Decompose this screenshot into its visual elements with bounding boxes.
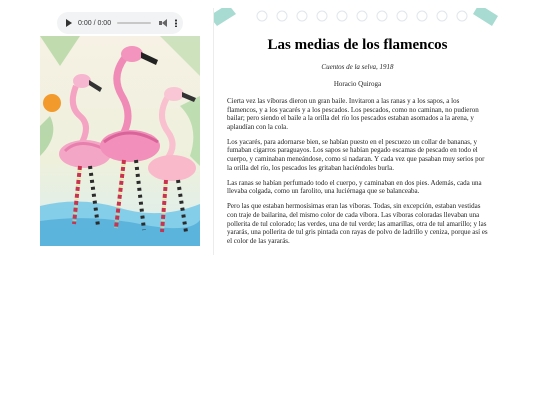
- flamingos-illustration: [40, 36, 200, 246]
- play-icon[interactable]: [66, 19, 72, 27]
- story-paragraph: Cierta vez las víboras dieron un gran baile. Invitaron a las ranas y a los sapos, a los flamencos, y a los yacarés y a los pescados. Los pescados, como no caminan, no pudieron bailar; pero siendo el baile a la orilla del río los pescados estaban asomados a la arena, y aplaudían con la cola.: [227, 97, 479, 131]
- story-title: Las medias de los flamencos: [267, 37, 448, 53]
- more-options-icon[interactable]: [175, 19, 177, 27]
- story-subtitle: Cuentos de la selva, 1918: [321, 63, 394, 71]
- story-panel: [213, 8, 501, 255]
- volume-icon[interactable]: [159, 19, 169, 27]
- story-author: Horacio Quiroga: [333, 80, 382, 88]
- decorative-banner: [214, 8, 501, 28]
- audio-progress-slider[interactable]: [117, 22, 151, 24]
- story-paragraph: Los yacarés, para adornarse bien, se habían puesto en el pescuezo un collar de bananas, y fumaban cigarros paraguayos. Los sapos se habían pegado escamas de pescado en todo el cuerpo, y caminaban meneándose, como si nadaran. Y cada vez que pasaban muy serios por la orilla del río, los pescados les gritaban haciéndoles burla.: [227, 137, 485, 172]
- audio-time: 0:00 / 0:00: [78, 19, 112, 27]
- story-body: [227, 97, 491, 252]
- story-paragraph: Pero las que estaban hermosísimas eran las víboras. Todas, sin excepción, estaban vestidas con traje de bailarina, del mismo color de cada víbora. Las víboras coloradas llevaban una pollerita de tul colorado; las verdes, una de tul verde; las amarillas, otra de tul amarillo; y las yararás, una pollerita de tul gris pintada con rayas de polvo de ladrillo y ceniza, porque así es el color de las yararás.: [227, 202, 488, 245]
- story-paragraph: Las ranas se habían perfumado todo el cuerpo, y caminaban en dos pies. Además, cada una llevaba colgada, como un farolito, una luciérnaga que se balanceaba.: [227, 178, 482, 196]
- audio-player[interactable]: [57, 12, 183, 34]
